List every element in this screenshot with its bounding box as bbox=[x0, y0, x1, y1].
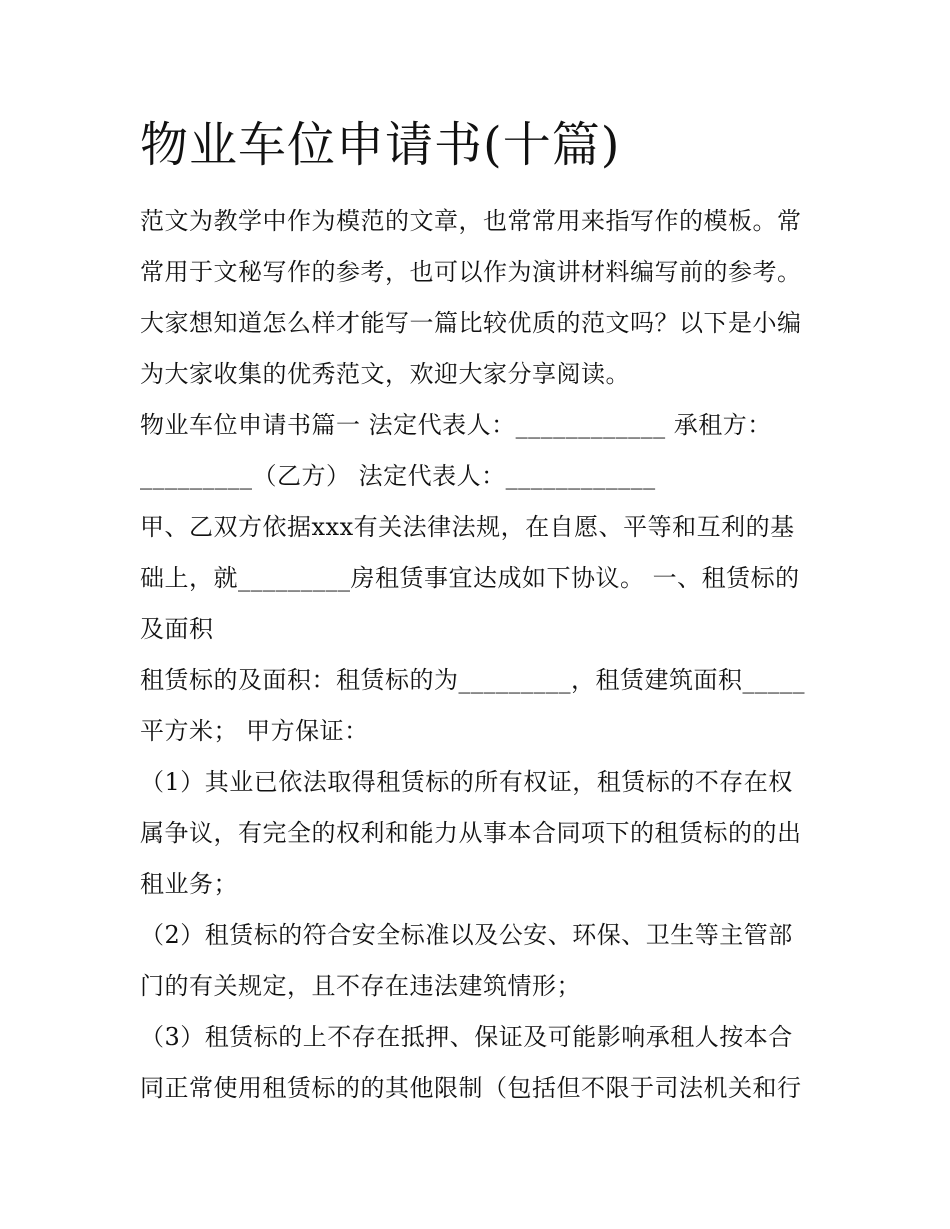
body-line: 础上，就_________房租赁事宜达成如下协议。 一、租赁标的 bbox=[140, 564, 800, 592]
body-line: 门的有关规定，且不存在违法建筑情形； bbox=[140, 972, 581, 1000]
body-line: 平方米； 甲方保证： bbox=[140, 717, 369, 745]
body-line: （1）其业已依法取得租赁标的所有权证，租赁标的不存在权 bbox=[140, 768, 793, 796]
body-line: 大家想知道怎么样才能写一篇比较优质的范文吗？以下是小编 bbox=[140, 309, 802, 337]
body-line: 及面积 bbox=[140, 615, 214, 643]
body-line: 范文为教学中作为模范的文章，也常常用来指写作的模板。常 bbox=[140, 207, 802, 235]
body-line: 为大家收集的优秀范文，欢迎大家分享阅读。 bbox=[140, 360, 630, 388]
body-line: _________（乙方） 法定代表人：____________ bbox=[140, 462, 656, 490]
body-line: 常用于文秘写作的参考，也可以作为演讲材料编写前的参考。 bbox=[140, 258, 802, 286]
document-title: 物业车位申请书(十篇) bbox=[140, 117, 621, 173]
body-line: 属争议，有完全的权利和能力从事本合同项下的租赁标的的出 bbox=[140, 819, 802, 847]
body-line: 租业务； bbox=[140, 870, 238, 898]
body-line: 物业车位申请书篇一 法定代表人：____________ 承租方： bbox=[140, 411, 772, 439]
body-line: （3）租赁标的上不存在抵押、保证及可能影响承租人按本合 bbox=[140, 1023, 793, 1051]
body-line: 同正常使用租赁标的的其他限制（包括但不限于司法机关和行 bbox=[140, 1074, 802, 1102]
body-line: 租赁标的及面积：租赁标的为_________，租赁建筑面积_____ bbox=[140, 666, 805, 694]
body-line: （2）租赁标的符合安全标准以及公安、环保、卫生等主管部 bbox=[140, 921, 793, 949]
body-line: 甲、乙双方依据xxx有关法律法规，在自愿、平等和互利的基 bbox=[140, 513, 795, 541]
document-body bbox=[140, 196, 820, 1114]
